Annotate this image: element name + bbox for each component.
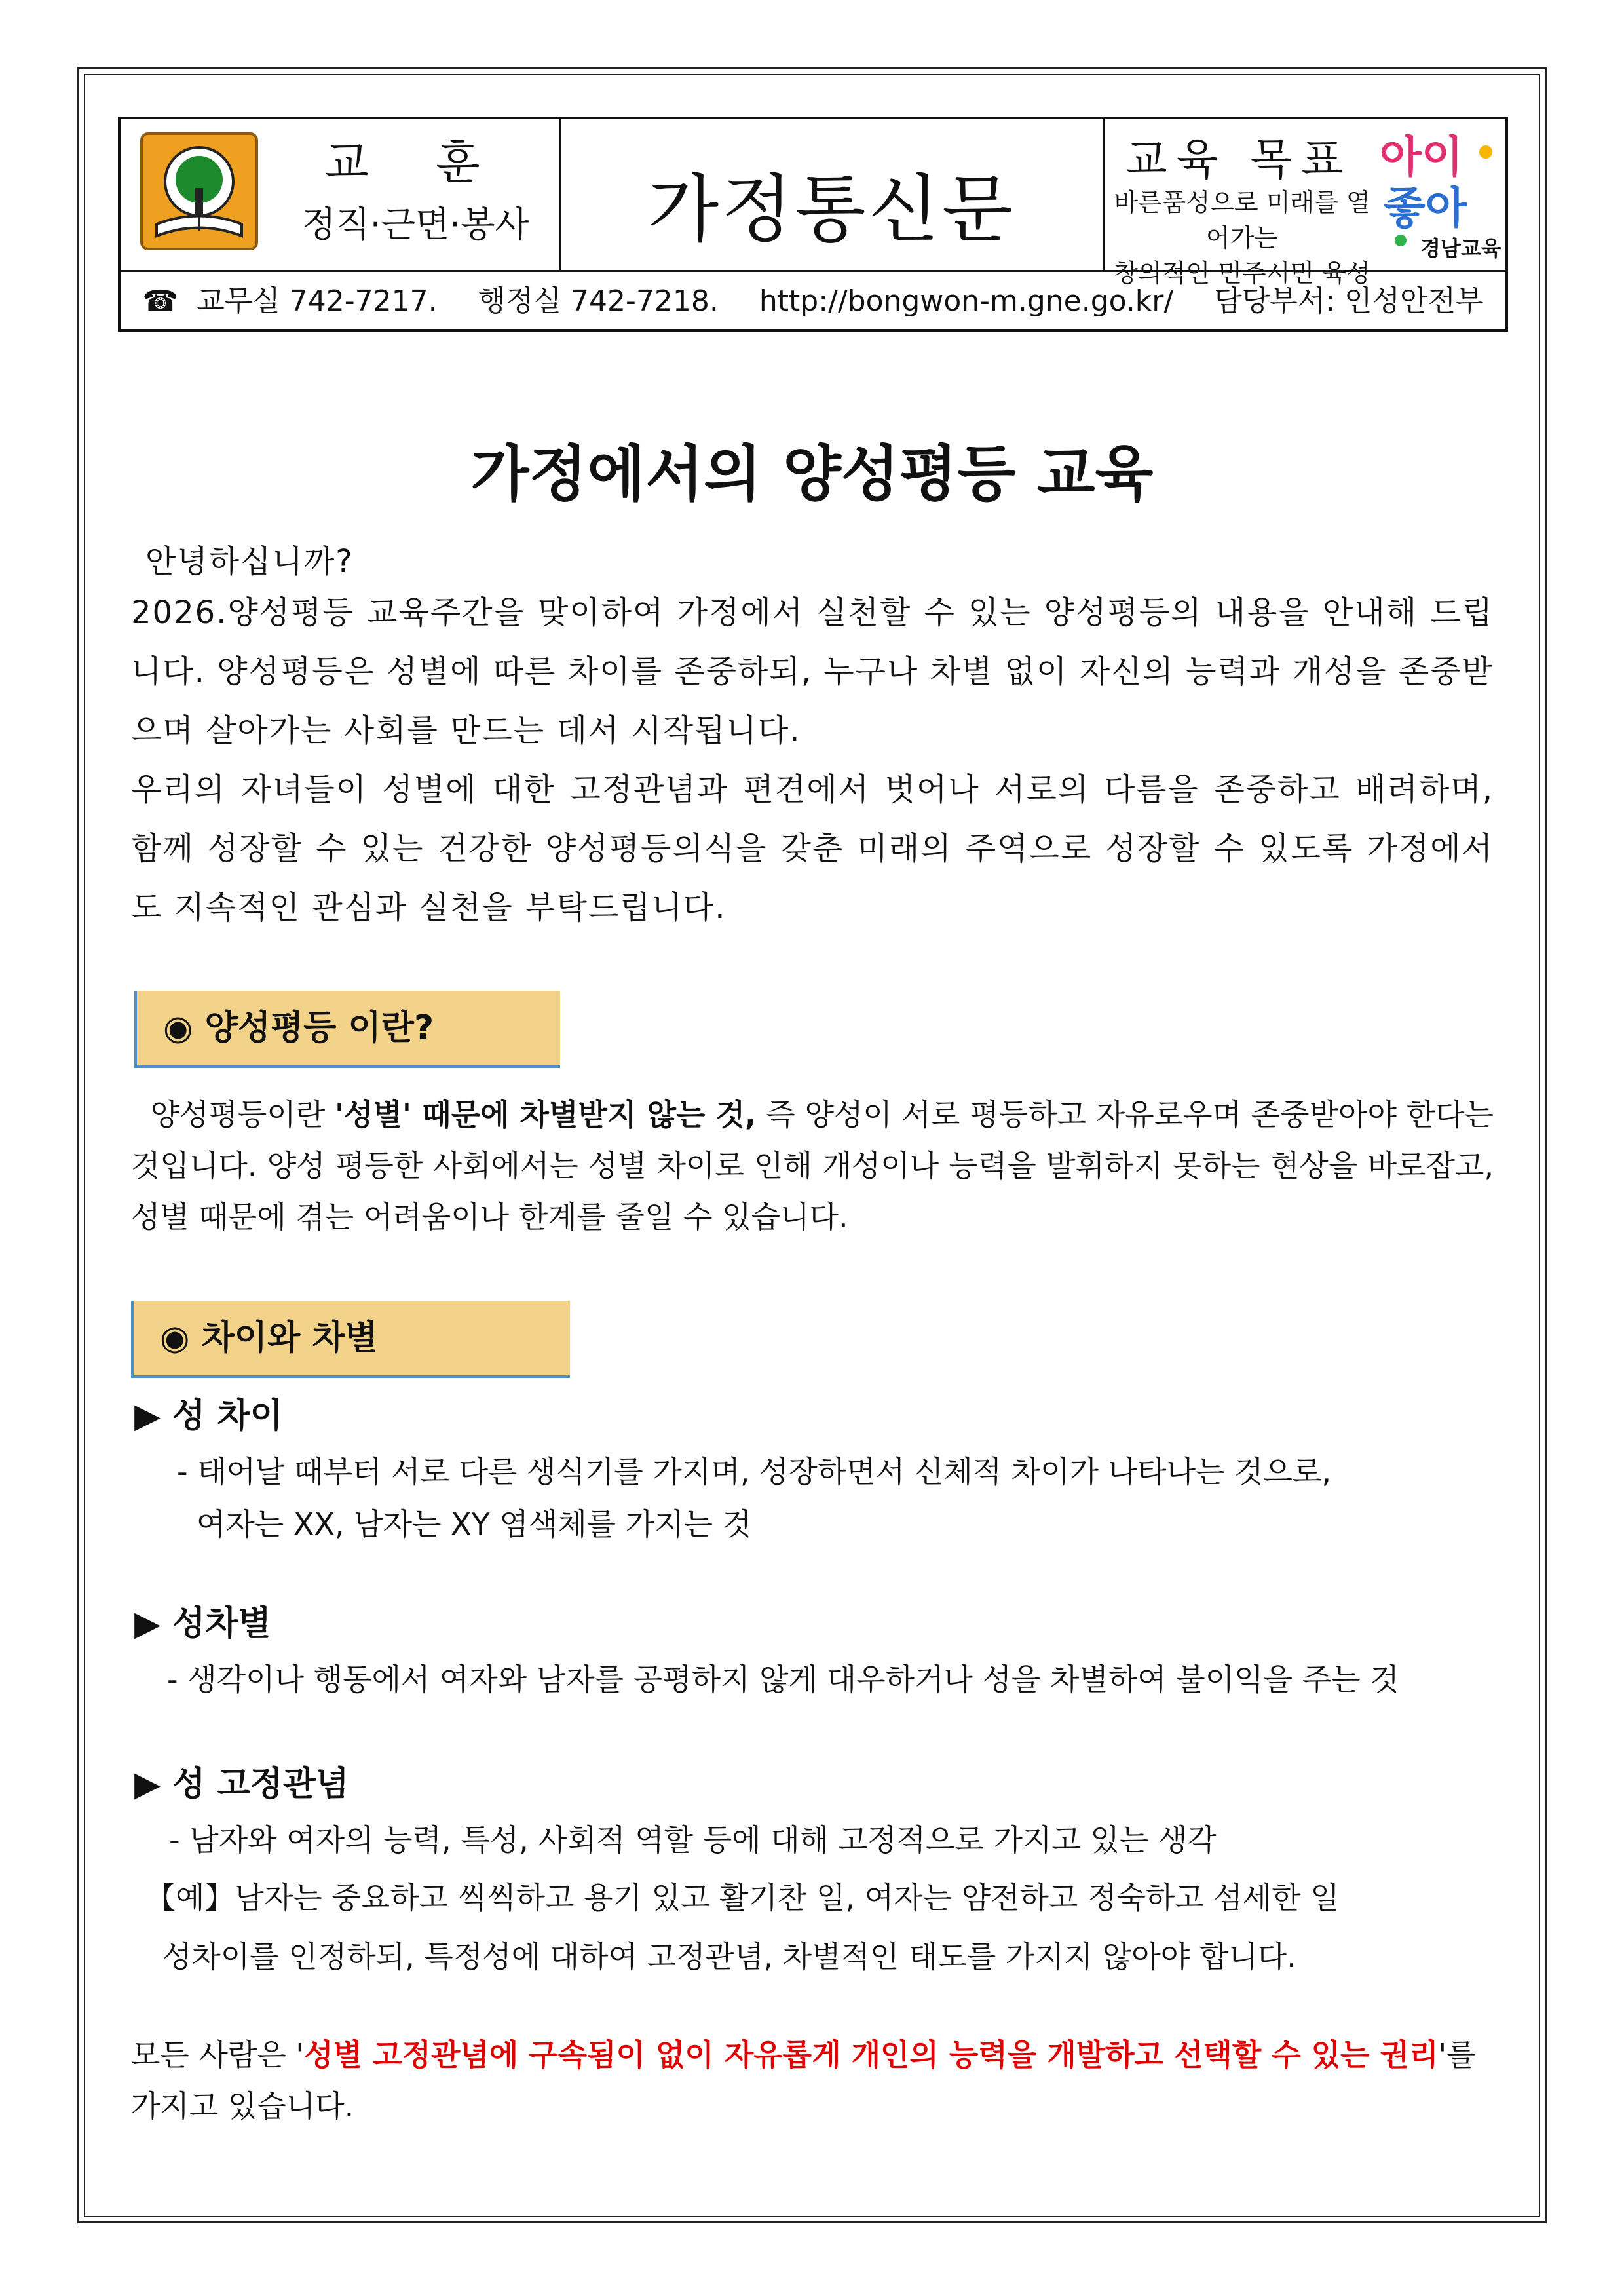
goal-line-1: 바른품성으로 미래를 열어가는 [1114, 188, 1370, 252]
bullet-sex-difference: ▶ 성 차이 [134, 1396, 283, 1436]
section-heading-gender-equality: ◉ 양성평등 이란? [134, 991, 560, 1068]
stereotype-line-1: - 남자와 여자의 능력, 특성, 사회적 역할 등에 대해 고정적으로 가지고 있는 생각 [169, 1822, 1217, 1858]
edu-logo-mid: 좋아 [1384, 183, 1467, 233]
gyeongnam-education-logo-icon [1374, 126, 1505, 263]
office-phone: 교무실 742-7217. [197, 284, 438, 318]
bullet-sex-discrimination: ▶ 성차별 [134, 1604, 271, 1643]
admin-phone: 행정실 742-7218. [478, 284, 719, 318]
header-top-row [121, 119, 1505, 288]
definition-post: 즉 양성이 서로 평등하고 자유로우며 존중받아야 한다는 것입니다. 양성 평등한 사회에서는 성별 차이로 인해 개성이나 능력을 발휘하지 못하는 현상을 바로잡고, 성별 때문에 겪는 어려움이나 한계를 줄일 수 있습니다. [131, 1097, 1494, 1234]
motto-text: 정직·근면·봉사 [301, 204, 529, 245]
section-heading-difference-discrimination: ◉ 차이와 차별 [131, 1301, 570, 1378]
closing-pre: 모든 사람은 ' [131, 2037, 305, 2073]
phone-icon: ☎ [142, 284, 179, 318]
closing-post: '를 [1438, 2037, 1476, 2073]
intro-text-1: 2026.양성평등 교육주간을 맞이하여 가정에서 실천할 수 있는 양성평등의 내용을 안내해 드립니다. 양성평등은 성별에 따른 차이를 존중하되, 누구나 차별 없이 자신의 능력과 개성을 존중받으며 살아가는 사회를 만드는 데서 시작됩니다. [131, 594, 1494, 749]
stereotype-note: 성차이를 인정하되, 특정성에 대하여 고정관념, 차별적인 태도를 가지지 않아야 합니다. [162, 1939, 1296, 1974]
education-goal-cell [1105, 119, 1508, 288]
sex-discrimination-line-1: - 생각이나 행동에서 여자와 남자를 공평하지 않게 대우하거나 성을 차별하여 불이익을 주는 것 [167, 1662, 1399, 1697]
gender-equality-definition [131, 1089, 1494, 1242]
edu-logo-top: 아이 [1380, 132, 1463, 182]
motto-cell [121, 119, 561, 270]
sex-difference-line-1: - 태어날 때부터 서로 다른 생식기를 가지며, 성장하면서 신체적 차이가 나타나는 것으로, [177, 1454, 1331, 1489]
definition-pre: 양성평등이란 [150, 1097, 335, 1132]
newsletter-title: 가정통신문 [648, 167, 1015, 252]
department: 담당부서: 인성안전부 [1214, 284, 1484, 318]
newsletter-title-cell [561, 119, 1105, 270]
stereotype-example: 【예】남자는 중요하고 씩씩하고 용기 있고 활기찬 일, 여자는 얌전하고 정숙하고 섬세한 일 [145, 1880, 1340, 1915]
closing-line-2: 가지고 있습니다. [131, 2088, 354, 2124]
school-url-link[interactable]: http://bongwon-m.gne.go.kr/ [759, 284, 1174, 318]
intro-paragraph [131, 583, 1494, 937]
greeting: 안녕하십니까? [145, 543, 354, 580]
edu-logo-bottom: 경남교육 [1420, 236, 1501, 261]
goal-line-2: 창의적인 민주시민 육성 [1114, 259, 1370, 288]
sex-difference-line-2: 여자는 XX, 남자는 XY 염색체를 가지는 것 [197, 1506, 752, 1542]
main-title: 가정에서의 양성평등 교육 [470, 439, 1154, 509]
closing-line-1 [131, 2031, 1476, 2075]
intro-text-2: 우리의 자녀들이 성별에 대한 고정관념과 편견에서 벗어나 서로의 다름을 존중하고 배려하며, 함께 성장할 수 있는 건강한 양성평등의식을 갖춘 미래의 주역으로 성장할 수 있도록 가정에서도 지속적인 관심과 실천을 부탁드립니다. [131, 771, 1494, 926]
goal-title: 교육 목표 [1125, 134, 1352, 185]
motto-title: 교 훈 [324, 136, 506, 189]
school-logo-icon [140, 132, 258, 250]
closing-red-highlight: 성별 고정관념에 구속됨이 없이 자유롭게 개인의 능력을 개발하고 선택할 수 있는 권리 [304, 2037, 1439, 2073]
definition-bold: '성별' 때문에 차별받지 않는 것, [334, 1097, 757, 1132]
contact-line [121, 271, 1505, 332]
newsletter-header [118, 117, 1508, 332]
bullet-gender-stereotype: ▶ 성 고정관념 [134, 1765, 349, 1804]
